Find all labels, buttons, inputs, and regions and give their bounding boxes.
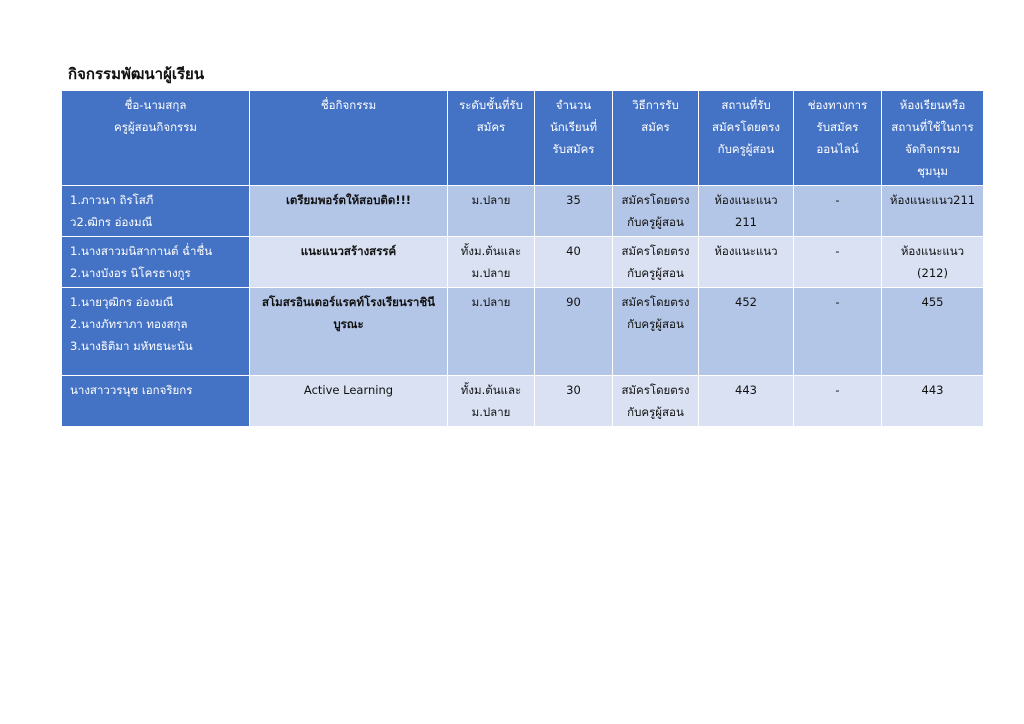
method-cell: สมัครโดยตรง กับครูผู้สอน bbox=[613, 186, 699, 237]
teacher-cell: 1.นายวุฒิกร อ่องมณี 2.นางภัทราภา ทองสกุล 3.นางธิติมา มหัทธนะนัน bbox=[62, 288, 250, 376]
method-cell: สมัครโดยตรง กับครูผู้สอน bbox=[613, 237, 699, 288]
place-cell: ห้องแนะแนว bbox=[699, 237, 794, 288]
method-cell: สมัครโดยตรง กับครูผู้สอน bbox=[613, 288, 699, 376]
table-row bbox=[62, 186, 984, 237]
activities-table bbox=[61, 90, 984, 427]
online-cell: - bbox=[794, 186, 882, 237]
place-cell: ห้องแนะแนว 211 bbox=[699, 186, 794, 237]
header-activity: ชื่อกิจกรรม bbox=[250, 91, 448, 186]
activity-cell: สโมสรอินเตอร์แรคท์โรงเรียนราชินีบูรณะ bbox=[250, 288, 448, 376]
level-cell: ม.ปลาย bbox=[448, 288, 535, 376]
room-cell: ห้องแนะแนว (212) bbox=[882, 237, 984, 288]
online-cell: - bbox=[794, 376, 882, 427]
header-room: ห้องเรียนหรือ สถานที่ใช้ในการ จัดกิจกรรม ชุมนุม bbox=[882, 91, 984, 186]
header-method: วิธีการรับ สมัคร bbox=[613, 91, 699, 186]
place-cell: 443 bbox=[699, 376, 794, 427]
activity-cell: เตรียมพอร์ตให้สอบติด!!! bbox=[250, 186, 448, 237]
room-cell: ห้องแนะแนว211 bbox=[882, 186, 984, 237]
count-cell: 40 bbox=[535, 237, 613, 288]
header-teacher: ชื่อ-นามสกุล ครูผู้สอนกิจกรรม bbox=[62, 91, 250, 186]
count-cell: 30 bbox=[535, 376, 613, 427]
page-title: กิจกรรมพัฒนาผู้เรียน bbox=[68, 65, 205, 83]
method-cell: สมัครโดยตรง กับครูผู้สอน bbox=[613, 376, 699, 427]
room-cell: 455 bbox=[882, 288, 984, 376]
level-cell: ทั้งม.ต้นและ ม.ปลาย bbox=[448, 237, 535, 288]
level-cell: ม.ปลาย bbox=[448, 186, 535, 237]
activity-cell: แนะแนวสร้างสรรค์ bbox=[250, 237, 448, 288]
level-cell: ทั้งม.ต้นและ ม.ปลาย bbox=[448, 376, 535, 427]
header-row bbox=[62, 91, 984, 186]
count-cell: 90 bbox=[535, 288, 613, 376]
room-cell: 443 bbox=[882, 376, 984, 427]
online-cell: - bbox=[794, 237, 882, 288]
header-level: ระดับชั้นที่รับ สมัคร bbox=[448, 91, 535, 186]
header-online: ช่องทางการ รับสมัคร ออนไลน์ bbox=[794, 91, 882, 186]
teacher-cell: นางสาววรนุช เอกจริยกร bbox=[62, 376, 250, 427]
table-row bbox=[62, 237, 984, 288]
online-cell: - bbox=[794, 288, 882, 376]
count-cell: 35 bbox=[535, 186, 613, 237]
header-place: สถานที่รับ สมัครโดยตรง กับครูผู้สอน bbox=[699, 91, 794, 186]
header-count: จำนวน นักเรียนที่ รับสมัคร bbox=[535, 91, 613, 186]
place-cell: 452 bbox=[699, 288, 794, 376]
table-row bbox=[62, 288, 984, 376]
teacher-cell: 1.ภาวนา ถิรโสภี ว2.ฒิกร อ่องมณี bbox=[62, 186, 250, 237]
table-row bbox=[62, 376, 984, 427]
teacher-cell: 1.นางสาวมนิสากานต์ ฉ่ำชื่น 2.นางบังอร นิโครธางกูร bbox=[62, 237, 250, 288]
activity-cell: Active Learning bbox=[250, 376, 448, 427]
